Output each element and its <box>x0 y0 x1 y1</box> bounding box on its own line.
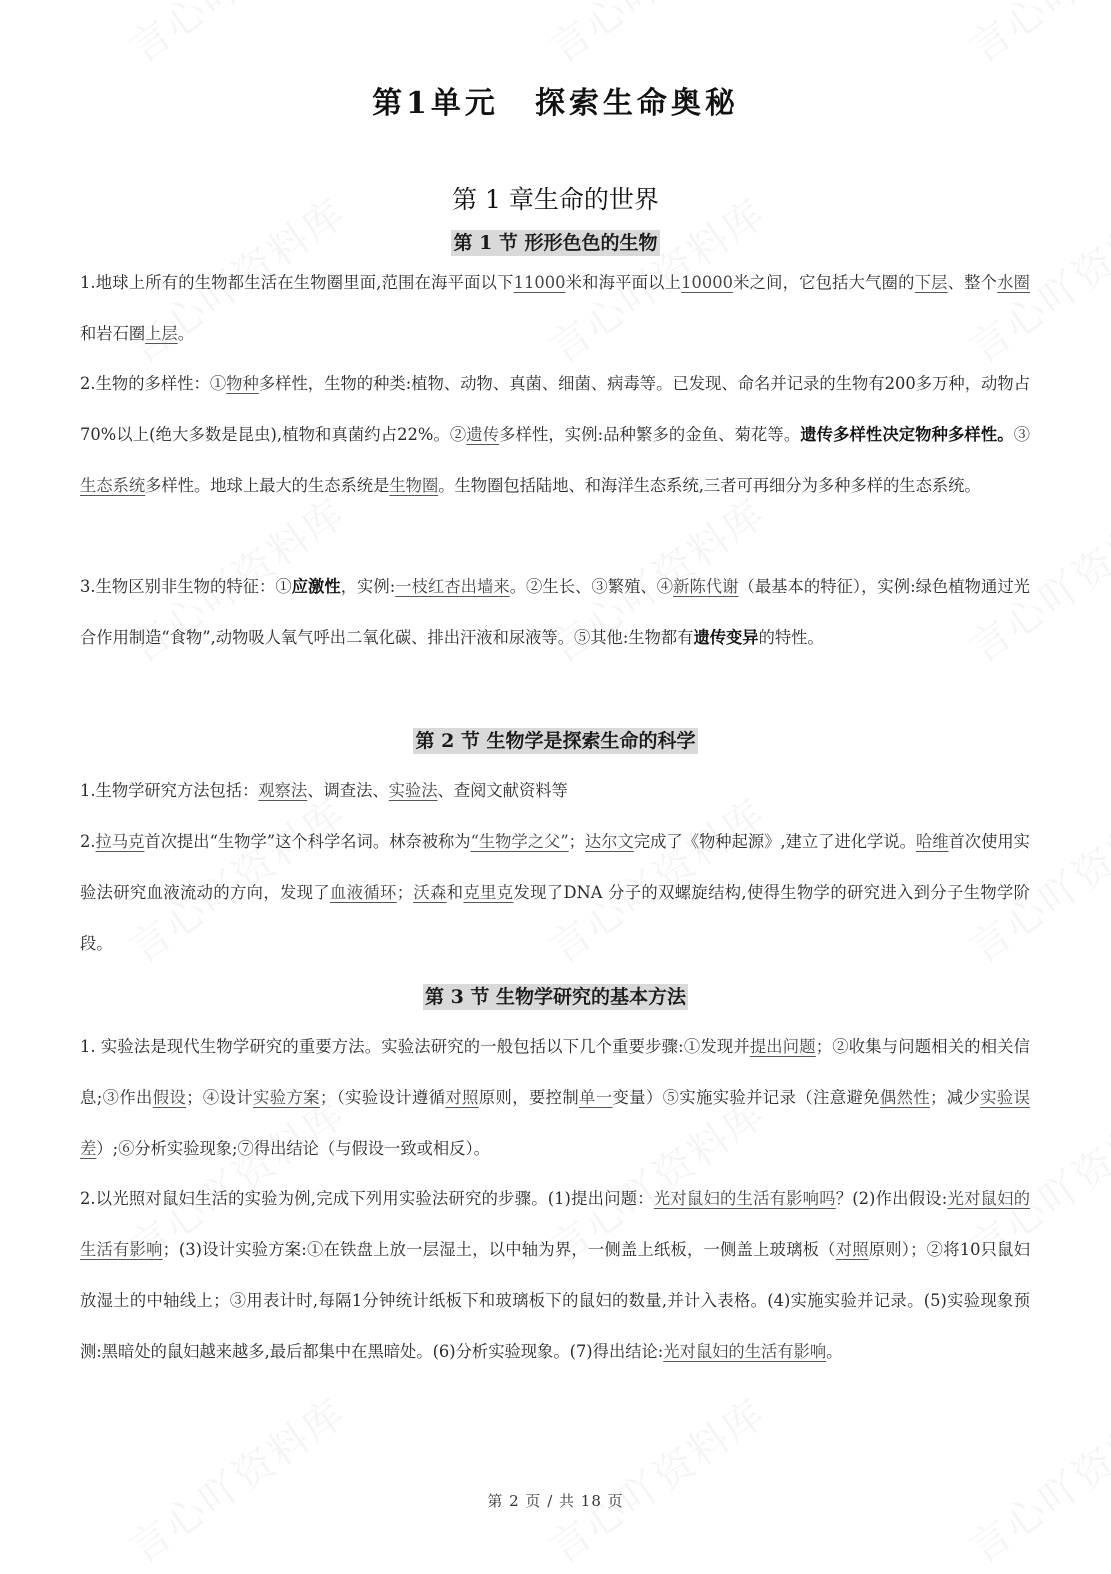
paragraph <box>80 358 1030 511</box>
text-run: 。 <box>826 1342 843 1361</box>
bold-emphasis: 应激性 <box>291 577 341 596</box>
paragraph <box>80 561 1030 663</box>
text-run: 多样性。地球上最大的生态系统是 <box>145 476 390 495</box>
text-run: 2.以光照对鼠妇生活的实验为例,完成下列用实验法研究的步骤。(1)提出问题： <box>80 1189 654 1208</box>
unit-title-prefix: 第1单元 <box>372 86 499 121</box>
text-run: 、查阅文献资料等 <box>437 781 568 800</box>
underlined-answer: 达尔文 <box>584 832 634 851</box>
text-run: 变量）⑤实施实验并记录（注意避免 <box>612 1088 880 1107</box>
underlined-answer: 光对鼠妇的生活有影响 <box>80 1189 1030 1259</box>
paragraph <box>80 765 1030 816</box>
underlined-answer: 哈维 <box>915 832 949 851</box>
text-run: 。②生长、③繁殖、④ <box>509 577 674 596</box>
text-run: 原则）；②将10只鼠妇放湿土的中轴线上；③用表计时,每隔1分钟统计纸板下和玻璃板下的鼠妇的数量,并计入表格。(4)实施实验并记录。(5)实验现象预测:黑暗处的鼠妇越来越多,最后都集中在黑暗处。(6)分析实验现象。(7)得出结论: <box>80 1240 1030 1361</box>
underlined-answer: 上层 <box>145 324 178 343</box>
text-run: ，实例: <box>340 577 396 596</box>
watermark-text <box>116 1383 355 1574</box>
paragraph <box>80 257 1030 359</box>
underlined-answer: 10000 <box>681 273 733 292</box>
underlined-answer: 克里克 <box>463 883 514 902</box>
section-title-3-label: 第 3 节 生物学研究的基本方法 <box>424 986 687 1008</box>
underlined-answer: 物种 <box>226 374 259 393</box>
underlined-answer: 拉马克 <box>95 832 145 851</box>
watermark-text <box>956 1383 1111 1574</box>
text-run: ；④设计 <box>186 1088 254 1107</box>
text-run: 首次提出“生物学”这个科学名词。林奈被称为 <box>144 832 471 851</box>
text-run: 原则，要控制 <box>478 1088 580 1107</box>
text-run: 米和海平面以上 <box>565 273 682 292</box>
paragraph <box>80 816 1030 969</box>
text-run: 1.地球上所有的生物都生活在生物圈里面,范围在海平面以下 <box>80 273 514 292</box>
text-run: 1.生物学研究方法包括： <box>80 781 259 800</box>
text-run: 首次使用实验法研究血液流动的方向，发现了 <box>80 832 1030 902</box>
paragraph <box>80 1173 1030 1377</box>
section-title-2 <box>0 726 1111 753</box>
underlined-answer: 假设 <box>152 1088 187 1107</box>
underlined-answer: 遗传 <box>466 425 500 444</box>
text-run: ？(2)作出假设: <box>835 1189 948 1208</box>
underlined-answer: 沃森 <box>413 883 447 902</box>
underlined-answer: “生物学之父” <box>470 832 569 851</box>
section-title-3 <box>0 982 1111 1009</box>
watermark-text <box>956 0 1111 74</box>
text-run: 1. 实验法是现代生物学研究的重要方法。实验法研究的一般包括以下几个重要步骤:①发现并 <box>80 1037 750 1056</box>
watermark-text <box>116 0 355 74</box>
text-run: 3.生物区别非生物的特征：① <box>80 577 292 596</box>
page-footer: 第 2 页 / 共 18 页 <box>487 1492 624 1510</box>
text-run: 和 <box>446 883 464 902</box>
underlined-answer: 提出问题 <box>749 1037 816 1056</box>
text-run: 多样性，生物的种类:植物、动物、真菌、细菌、病毒等。已发现、命名并记录的生物有200多万种，动物占70%以上(绝大多数是昆虫),植物和真菌约占22%。② <box>80 374 1030 444</box>
watermark-text <box>536 1383 775 1574</box>
underlined-answer: 血液循环 <box>330 883 397 902</box>
underlined-answer: 生态系统 <box>80 476 146 495</box>
underlined-answer: 新陈代谢 <box>673 577 739 596</box>
underlined-answer: 单一 <box>579 1088 613 1107</box>
text-run: 2. <box>80 832 96 851</box>
underlined-answer: 水圈 <box>997 273 1030 292</box>
text-run: 和岩石圈 <box>80 324 146 343</box>
watermark-text <box>536 0 775 74</box>
paragraph <box>80 1021 1030 1174</box>
text-run: 米之间，它包括大气圈的 <box>732 273 915 292</box>
text-run: 。生物圈包括陆地、和海洋生态系统,三者可再细分为多种多样的生态系统。 <box>438 476 981 495</box>
text-run: 、整个 <box>947 273 998 292</box>
chapter-title: 第 1 章生命的世界 <box>452 185 659 214</box>
text-run: （最基本的特征），实例:绿色植物通过光合作用制造“食物”,动物吸人氧气呼出二氧化碳、排出汗液和尿液等。⑤其他:生物都有 <box>80 577 1030 647</box>
underlined-answer: 实验误差 <box>80 1088 1030 1158</box>
text-run: ； <box>396 883 414 902</box>
section-title-1-label: 第 1 节 形形色色的生物 <box>453 232 658 254</box>
text-run: 2.生物的多样性：① <box>80 374 227 393</box>
underlined-answer: 实验方案 <box>253 1088 320 1107</box>
text-run: ； <box>568 832 585 851</box>
underlined-answer: 光对鼠妇的生活有影响 <box>663 1342 827 1361</box>
text-run: ③ <box>1013 425 1030 444</box>
text-run: 完成了《物种起源》,建立了进化学说。 <box>633 832 916 851</box>
text-run: 发现了DNA 分子的双螺旋结构,使得生物学的研究进入到分子生物学阶段。 <box>80 883 1030 953</box>
unit-title <box>0 78 1111 122</box>
section-title-1 <box>0 228 1111 255</box>
underlined-answer: 实验法 <box>388 781 438 800</box>
underlined-answer: 11000 <box>513 273 566 292</box>
underlined-answer: 一枝红杏出墙来 <box>395 577 510 596</box>
underlined-answer: 下层 <box>914 273 948 292</box>
underlined-answer: 偶然性 <box>879 1088 931 1107</box>
text-run: ；②收集与问题相关的相关信息;③作出 <box>80 1037 1030 1107</box>
underlined-answer: 观察法 <box>258 781 308 800</box>
bold-emphasis: 遗传变异 <box>693 628 759 647</box>
text-run: ）;⑥分析实验现象;⑦得出结论（与假设一致或相反）。 <box>96 1139 490 1158</box>
text-run: ；（实验设计遵循 <box>319 1088 446 1107</box>
text-run: 的特性。 <box>758 628 824 647</box>
text-run: 、调查法、 <box>307 781 389 800</box>
bold-emphasis: 遗传多样性决定物种多样性。 <box>800 425 1014 444</box>
underlined-answer: 生物圈 <box>389 476 439 495</box>
text-run: 。 <box>177 324 195 343</box>
text-run: 多样性，实例:品种繁多的金鱼、菊花等。 <box>499 425 801 444</box>
text-run: ；减少 <box>930 1088 981 1107</box>
section-title-2-label: 第 2 节 生物学是探索生命的科学 <box>415 730 696 752</box>
text-run: ；(3)设计实验方案:①在铁盘上放一层湿土，以中轴为界，一侧盖上纸板，一侧盖上玻璃板（ <box>162 1240 836 1259</box>
underlined-answer: 对照 <box>835 1240 869 1259</box>
unit-title-name: 探索生命奥秘 <box>534 86 739 121</box>
underlined-answer: 对照 <box>445 1088 479 1107</box>
underlined-answer: 光对鼠妇的生活有影响吗 <box>653 1189 836 1208</box>
